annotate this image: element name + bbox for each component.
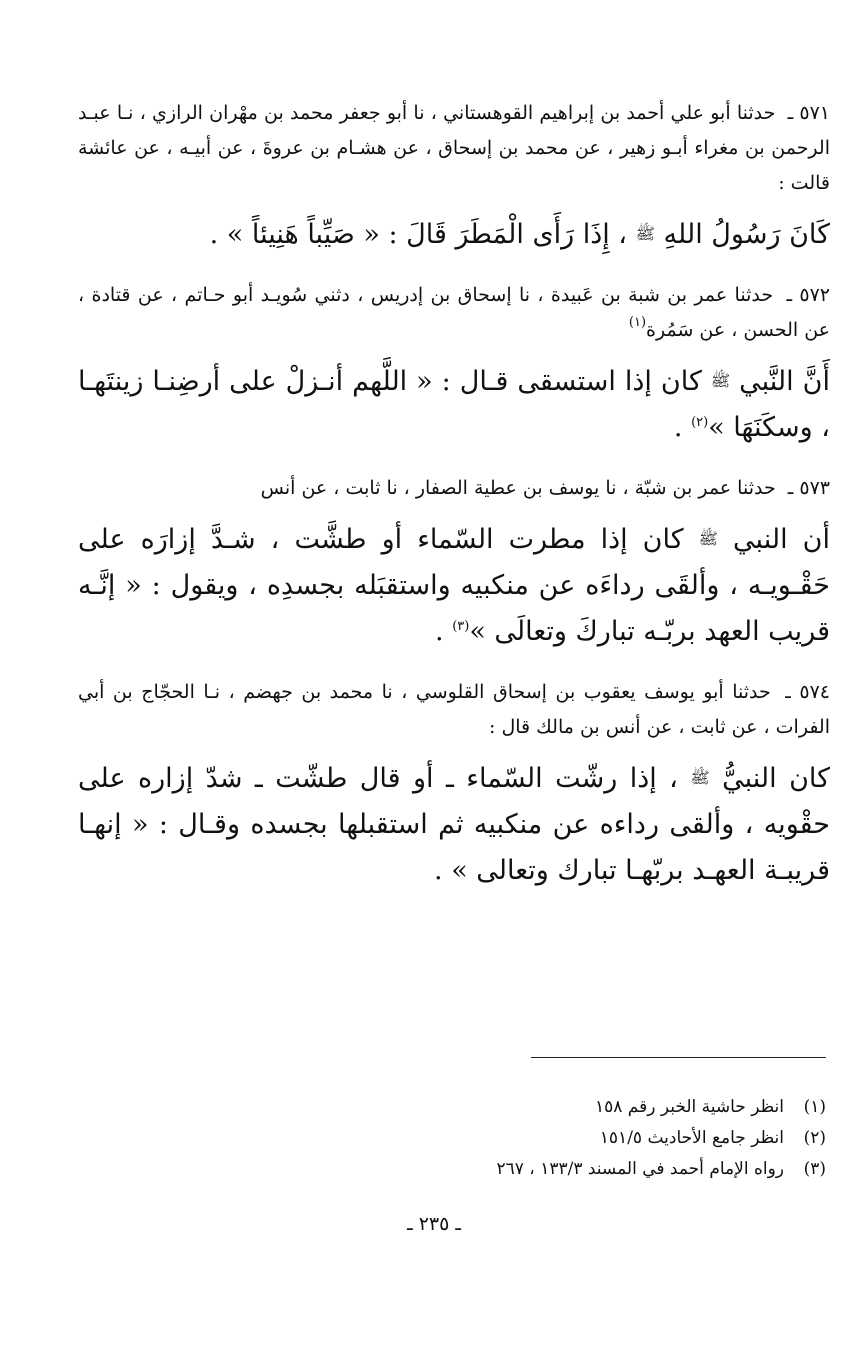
footnote-text: انظر جامع الأحاديث ١٥١/٥ <box>599 1128 784 1148</box>
salutation-glyph: ﷺ <box>698 529 718 548</box>
hadith-572-matn <box>78 358 830 451</box>
matn-end: . <box>673 412 683 443</box>
footnote-number: (٢) <box>803 1128 826 1148</box>
footnote-number: (٣) <box>803 1159 826 1179</box>
hadith-572-isnad <box>78 278 830 348</box>
footnote-divider <box>531 1057 826 1058</box>
footnote-number: (١) <box>803 1097 826 1117</box>
matn-text-rest: ، إِذَا رَأَى الْمَطَرَ قَالَ : « صَيِّباً هَنِيئاً » . <box>209 219 628 250</box>
matn-text-start: كان النبيُّ <box>722 763 830 794</box>
matn-end: . <box>435 616 444 647</box>
hadith-number: ٥٧٢ ـ <box>786 284 831 306</box>
footnote-text: انظر حاشية الخبر رقم ١٥٨ <box>594 1097 784 1117</box>
footnote-ref: (١) <box>628 315 647 330</box>
footnote-ref: (٣) <box>452 619 470 634</box>
footnote-item <box>326 1154 826 1185</box>
salutation-glyph: ﷺ <box>710 371 731 390</box>
hadith-571-isnad <box>78 96 830 201</box>
matn-text-rest: ، إذا رشّت السّماء ـ أو قال طشّت ـ شدّ إزاره على حقْويه ، وألقى رداءه عن منكبيه ثم استقبلها بجسده وقـال : « إنهـا قريبـة العهـد بربّهـا تبارك وتعالى » . <box>78 763 830 886</box>
salutation-glyph: ﷺ <box>690 768 710 787</box>
isnad-text: حدثنا أبو يوسف يعقوب بن إسحاق القلوسي ، نا محمد بن جهضم ، نـا الحجّاج بن أبي الفرات ، عن ثابت ، عن أنس بن مالك قال : <box>78 681 830 738</box>
hadith-573-matn <box>78 516 830 655</box>
page-number: ـ ٢٣٥ ـ <box>407 1213 461 1235</box>
hadith-number: ٥٧٣ ـ <box>787 477 830 499</box>
footnote-text: رواه الإمام أحمد في المسند ١٣٣/٣ ، ٢٦٧ <box>496 1159 784 1179</box>
hadith-574-isnad <box>78 675 830 745</box>
footnotes <box>326 1092 826 1185</box>
hadith-573-isnad <box>78 471 830 506</box>
hadith-571-matn <box>78 211 830 258</box>
isnad-text: حدثنا عمر بن شبّة ، نا يوسف بن عطية الصفار ، نا ثابت ، عن أنس <box>260 477 776 499</box>
hadith-number: ٥٧١ ـ <box>787 102 831 124</box>
hadith-574-matn <box>78 755 830 894</box>
matn-text-start: أَنَّ النَّبي <box>739 366 830 397</box>
footnote-item <box>326 1092 826 1123</box>
isnad-text: حدثنا أبو علي أحمد بن إبراهيم القوهستاني ، نا أبو جعفر محمد بن مهْران الرازي ، نـا عبـد الرحمن بن مغراء أبـو زهير ، عن محمد بن إسحاق ، عن هشـام بن عروةَ ، عن أبيـه ، عن عائشة قالت : <box>78 102 830 194</box>
page-body <box>78 96 830 914</box>
salutation-glyph: ﷺ <box>635 224 655 243</box>
matn-text-start: كَانَ رَسُولُ اللهِ <box>663 219 830 250</box>
matn-text-start: أن النبي <box>733 524 830 555</box>
footnote-ref: (٢) <box>691 415 709 430</box>
footnote-item <box>326 1123 826 1154</box>
matn-text-rest: كان إذا استسقى قـال : « اللَّهم أنـزلْ على أرضِنـا زينتَهـا ، وسكَنَهَا » <box>78 366 830 443</box>
hadith-number: ٥٧٤ ـ <box>785 681 831 703</box>
matn-text-rest: كان إذا مطرت السّماء أو طشَّت ، شـدَّ إزارَه على حَقْـويـه ، وألقَى رداءَه عن منكبيه واستقبَله بجسدِه ، ويقول : « إنَّـه قريب العهد بربّـه تباركَ وتعالَى » <box>78 524 830 647</box>
isnad-text: حدثنا عمر بن شبة بن عَبيدة ، نا إسحاق بن إدريس ، دثني سُويـد أبو حـاتم ، عن قتادة ، عن الحسن ، عن سَمُرة <box>78 284 830 341</box>
